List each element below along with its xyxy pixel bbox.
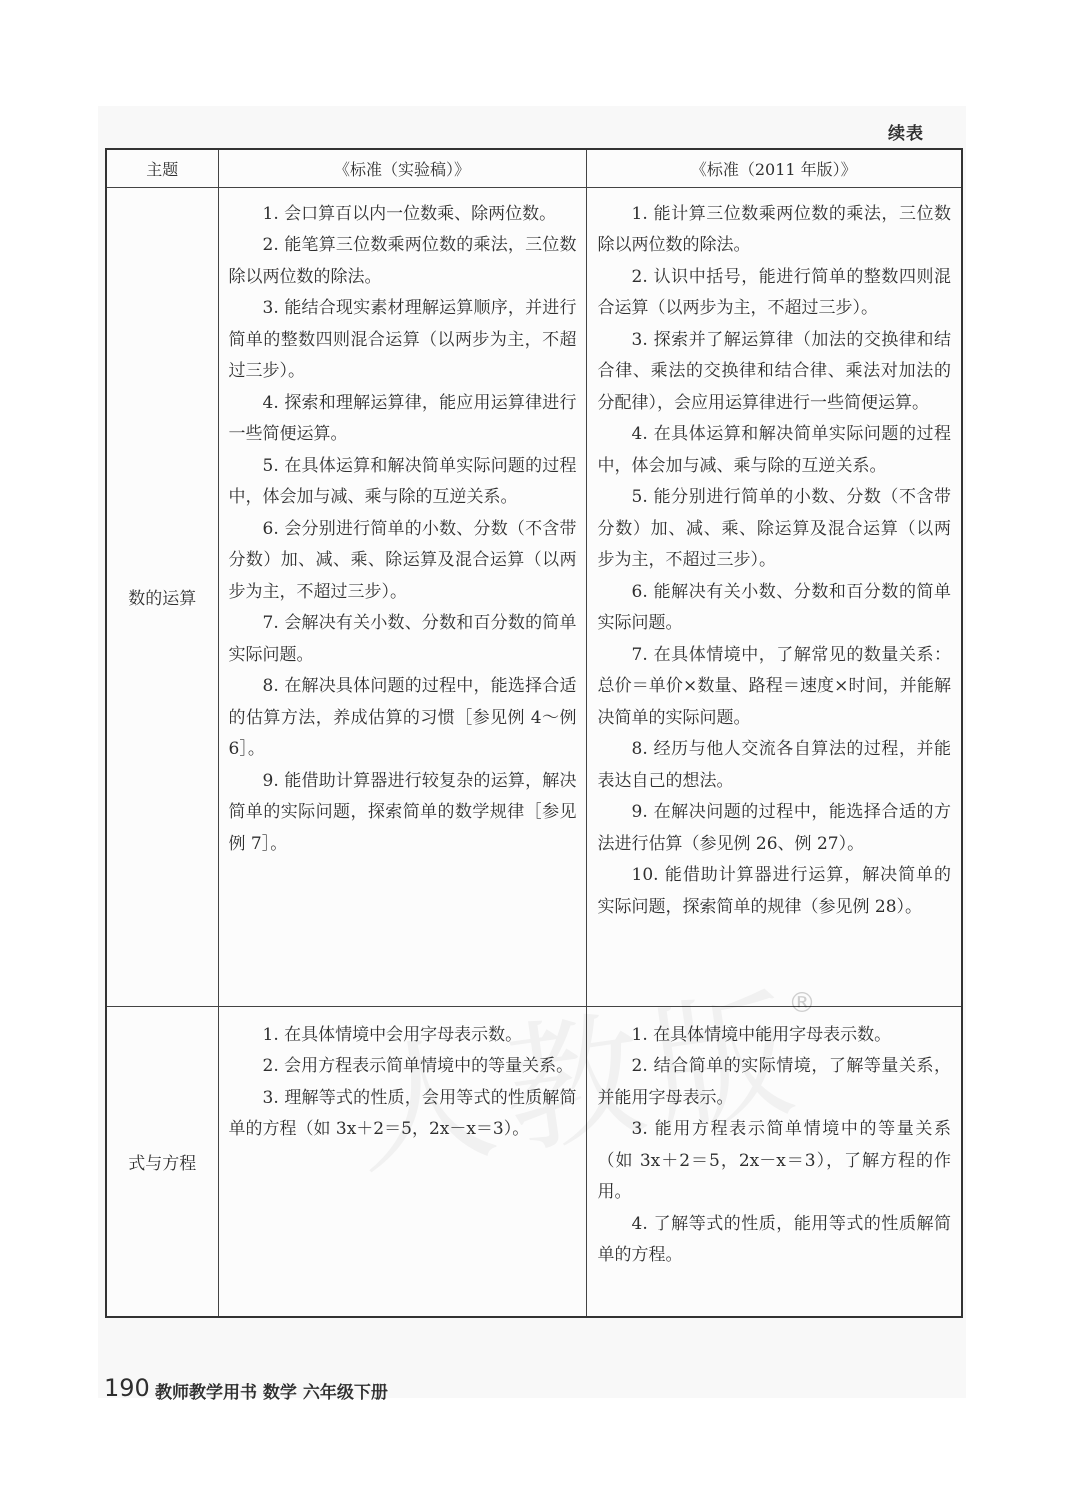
table-row [106,1006,962,1317]
requirement-item: 6. 会分别进行简单的小数、分数（不含带分数）加、减、乘、除运算及混合运算（以两步为主，不超过三步）。 [228,518,577,602]
requirement-item: 1. 会口算百以内一位数乘、除两位数。 [262,203,557,224]
2011-standard-cell [586,1006,962,1317]
requirement-item: 4. 了解等式的性质，能用等式的性质解简单的方程。 [597,1213,951,1265]
requirement-item: 2. 会用方程表示简单情境中的等量关系。 [262,1056,574,1076]
requirement-item: 5. 在具体运算和解决简单实际问题的过程中，体会加与减、乘与除的互逆关系。 [228,455,577,507]
requirement-item: 1. 在具体情境中能用字母表示数。 [631,1024,892,1045]
requirement-item: 2. 能笔算三位数乘两位数的乘法，三位数除以两位数的除法。 [228,235,577,287]
header-2011-standard: 《标准（2011 年版）》 [586,149,962,187]
requirement-item: 9. 能借助计算器进行较复杂的运算，解决简单的实际问题，探索简单的数学规律［参见例 7］。 [228,770,577,854]
requirement-item: 1. 能计算三位数乘两位数的乘法，三位数除以两位数的除法。 [597,203,951,255]
requirement-item: 3. 理解等式的性质，会用等式的性质解简单的方程（如 3x＋2＝5，2x－x＝3）。 [228,1087,577,1139]
curriculum-standards-table [105,148,963,1318]
requirement-item: 3. 能用方程表示简单情境中的等量关系（如 3x＋2＝5，2x－x＝3），了解方程的作用。 [597,1119,951,1202]
experimental-standard-cell [218,1006,586,1317]
table-header-row [106,149,962,187]
requirement-item: 3. 能结合现实素材理解运算顺序，并进行简单的整数四则混合运算（以两步为主，不超过三步）。 [228,298,577,381]
topic-cell: 式与方程 [106,1006,218,1317]
header-topic: 主题 [106,149,218,187]
requirement-item: 5. 能分别进行简单的小数、分数（不含带分数）加、减、乘、除运算及混合运算（以两步为主，不超过三步）。 [597,487,951,570]
requirement-item: 8. 在解决具体问题的过程中，能选择合适的估算方法，养成估算的习惯［参见例 4～例 6］。 [228,676,577,759]
requirement-item: 7. 在具体情境中，了解常见的数量关系：总价＝单价×数量、路程＝速度×时间，并能解决简单的实际问题。 [597,644,951,728]
requirement-item: 4. 在具体运算和解决简单实际问题的过程中，体会加与减、乘与除的互逆关系。 [597,424,951,476]
requirement-item: 4. 探索和理解运算律，能应用运算律进行一些简便运算。 [228,392,577,444]
requirement-item: 2. 结合简单的实际情境，了解等量关系，并能用字母表示。 [597,1056,951,1108]
2011-standard-cell [586,187,962,1006]
requirement-item: 2. 认识中括号，能进行简单的整数四则混合运算（以两步为主，不超过三步）。 [597,266,951,318]
page-number: 190 [104,1374,150,1402]
experimental-standard-cell [218,187,586,1006]
header-experimental-standard: 《标准（实验稿）》 [218,149,586,187]
requirement-item: 10. 能借助计算器进行运算，解决简单的实际问题，探索简单的规律（参见例 28）。 [597,865,951,917]
continued-table-label: 续表 [888,124,924,144]
topic-cell: 数的运算 [106,187,218,1006]
book-title: 教师教学用书 数学 六年级下册 [155,1383,388,1403]
requirement-item: 8. 经历与他人交流各自算法的过程，并能表达自己的想法。 [597,739,951,791]
requirement-item: 1. 在具体情境中会用字母表示数。 [262,1024,523,1045]
table-row [106,187,962,1006]
requirement-item: 7. 会解决有关小数、分数和百分数的简单实际问题。 [228,613,577,665]
requirement-item: 3. 探索并了解运算律（加法的交换律和结合律、乘法的交换律和结合律、乘法对加法的分配律），会应用运算律进行一些简便运算。 [597,329,951,413]
requirement-item: 9. 在解决问题的过程中，能选择合适的方法进行估算（参见例 26、例 27）。 [597,802,951,854]
requirement-item: 6. 能解决有关小数、分数和百分数的简单实际问题。 [597,581,951,633]
